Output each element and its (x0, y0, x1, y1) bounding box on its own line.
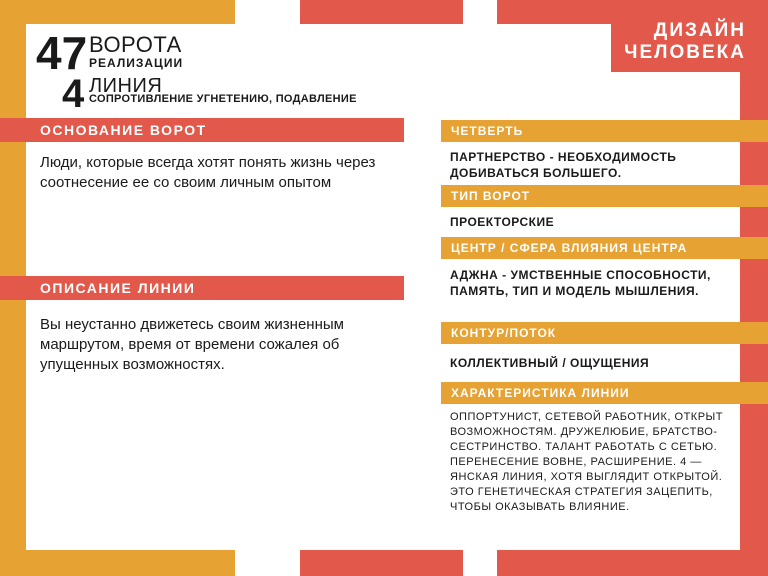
quarter-text: ПАРТНЕРСТВО - НЕОБХОДИМОСТЬ ДОБИВАТЬСЯ БОЛЬШЕГО. (450, 150, 677, 180)
gate-type-text: ПРОЕКТОРСКИЕ (450, 215, 555, 229)
gate-type-header: ТИП ВОРОТ (441, 185, 768, 207)
brand-badge (611, 6, 768, 72)
gate-number: 47 (36, 27, 88, 79)
center-text: АДЖНА - УМСТВЕННЫЕ СПОСОБНОСТИ, ПАМЯТЬ, ТИП И МОДЕЛЬ МЫШЛЕНИЯ. (450, 268, 711, 298)
line-description-text: Вы неустанно движетесь своим жизненным маршрутом, время от времени сожалея об упущенных возможностях. (40, 316, 344, 373)
line-word: ЛИНИЯ (89, 75, 163, 97)
top-orange-stripe (0, 0, 235, 24)
center-header: ЦЕНТР / СФЕРА ВЛИЯНИЯ ЦЕНТРА (441, 237, 768, 259)
circuit-text: КОЛЛЕКТИВНЫЙ / ОЩУЩЕНИЯ (450, 356, 650, 370)
line-characteristic-text: ОППОРТУНИСТ, СЕТЕВОЙ РАБОТНИК, ОТКРЫТ ВОЗМОЖНОСТЯМ. ДРУЖЕЛЮБИЕ, БРАТСТВО-СЕСТРИНСТВО. ТАЛАНТ РАБОТАТЬ С СЕТЬЮ. ПЕРЕНЕСЕНИЕ ВОВНЕ, РАСШИРЕНИЕ. 4 — ЯНСКАЯ ЛИНИЯ, ХОТЯ ВЫГЛЯДИТ ОТКРЫТОЙ. ЭТО ГЕНЕТИЧЕСКАЯ СТРАТЕГИЯ ЗАЦЕПИТЬ, ЧТОБЫ ОКАЗЫВАТЬ ВЛИЯНИЕ. (450, 411, 723, 513)
bottom-orange-stripe (0, 550, 235, 576)
line-description-header: ОПИСАНИЕ ЛИНИИ (0, 276, 404, 300)
line-subtitle: СОПРОТИВЛЕНИЕ УГНЕТЕНИЮ, ПОДАВЛЕНИЕ (89, 93, 357, 105)
top-red-stripe (300, 0, 463, 24)
brand-line2: ЧЕЛОВЕКА (624, 42, 746, 63)
line-number: 4 (62, 72, 85, 116)
bottom-red-stripe (300, 550, 463, 576)
gate-subtitle: РЕАЛИЗАЦИИ (89, 56, 184, 70)
brand-line1: ДИЗАЙН (653, 20, 746, 41)
gate-basis-header: ОСНОВАНИЕ ВОРОТ (0, 118, 404, 142)
circuit-header: КОНТУР/ПОТОК (441, 322, 768, 344)
gate-word: ВОРОТА (89, 32, 182, 57)
quarter-header: ЧЕТВЕРТЬ (441, 120, 768, 142)
line-characteristic-header: ХАРАКТЕРИСТИКА ЛИНИИ (441, 382, 768, 404)
gate-basis-text: Люди, которые всегда хотят понять жизнь через соотнесение ее со своим личным опытом (40, 154, 376, 191)
